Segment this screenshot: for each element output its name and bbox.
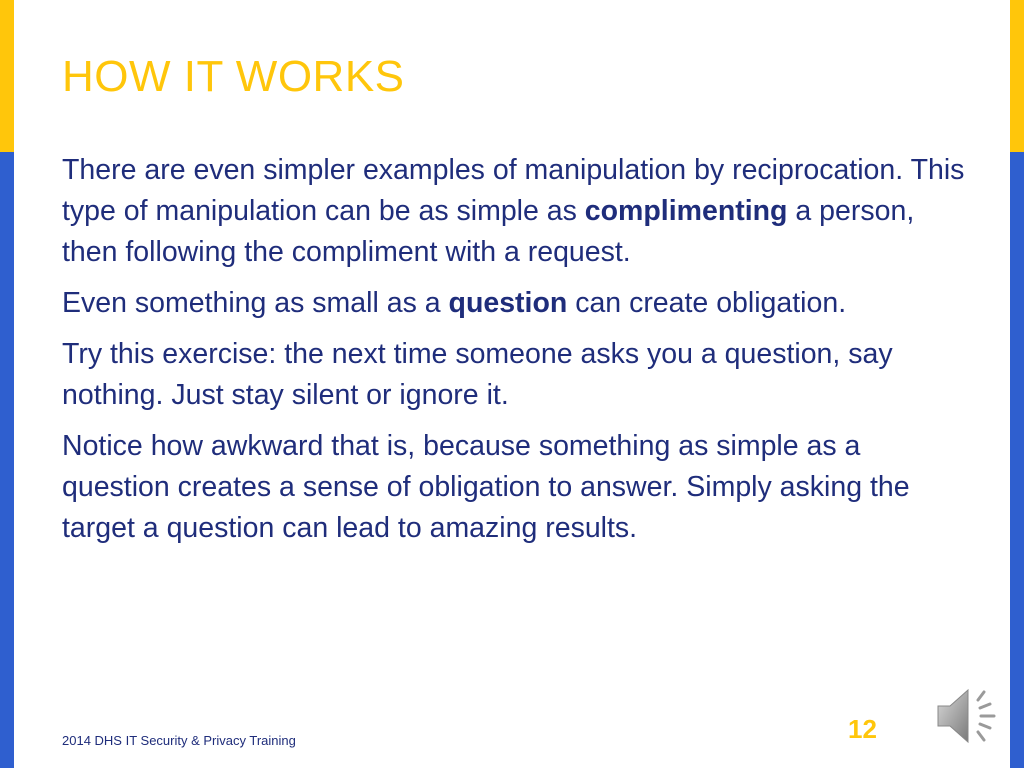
paragraph-4-text: Notice how awkward that is, because something as simple as a question creates a sense of obligation to answer. Simply asking the target a question can lead to amazing results.	[62, 430, 910, 544]
right-accent-bar-blue	[1010, 152, 1024, 768]
paragraph-1-bold-term: complimenting	[584, 195, 788, 227]
paragraph-1-text-b: a person, then following the compliment with a request.	[62, 195, 915, 268]
paragraph-3-text: Try this exercise: the next time someone asks you a question, say nothing. Just stay silent or ignore it.	[62, 338, 893, 411]
left-accent-bar-blue	[0, 152, 14, 768]
paragraph-1	[62, 150, 972, 273]
slide-body	[62, 150, 972, 559]
paragraph-3	[62, 334, 972, 416]
paragraph-2-text-b: can create obligation.	[567, 287, 847, 319]
slide-title: HOW IT WORKS	[62, 52, 405, 101]
page-number: 12	[848, 714, 877, 744]
slide-footer: 2014 DHS IT Security & Privacy Training	[62, 733, 296, 748]
paragraph-2-bold-term: question	[448, 287, 568, 319]
paragraph-2-text-a: Even something as small as a	[62, 287, 449, 319]
right-accent-bar-yellow	[1010, 0, 1024, 152]
left-accent-bar-yellow	[0, 0, 14, 152]
paragraph-4	[62, 426, 972, 549]
paragraph-2	[62, 283, 972, 324]
paragraph-1-text-a: There are even simpler examples of manipulation by reciprocation. This type of manipulation can be as simple as	[62, 154, 965, 227]
speaker-icon[interactable]	[934, 682, 1006, 750]
